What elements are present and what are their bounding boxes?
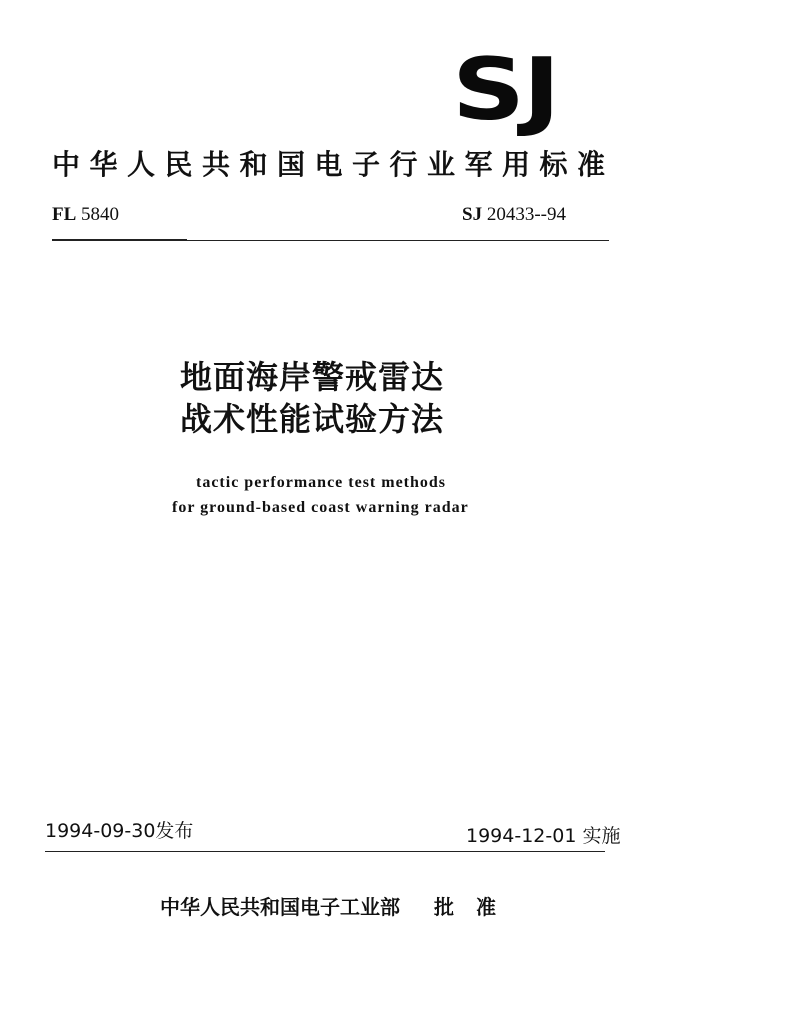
classification-number: 5840	[81, 204, 120, 225]
sj-logo: SJ	[452, 40, 559, 140]
effective-label: 实施	[582, 825, 621, 847]
approving-authority: 中华人民共和国电子工业部	[160, 895, 400, 919]
issue-date-value: 1994-09-30	[45, 820, 156, 842]
standard-prefix: SJ	[462, 204, 483, 225]
standard-title: 中华人民共和国电子行业军用标准	[52, 148, 615, 181]
footer-divider	[45, 851, 605, 852]
effective-date-value: 1994-12-01	[466, 825, 577, 847]
classification-prefix: FL	[52, 204, 77, 225]
english-title-line1: tactic performance test methods	[196, 474, 447, 491]
issue-label: 发布	[155, 820, 194, 842]
effective-date	[466, 823, 620, 849]
classification-code	[52, 203, 119, 227]
english-title-line2: for ground-based coast warning radar	[172, 499, 469, 516]
standard-code	[462, 203, 566, 227]
standard-number: 20433--94	[486, 204, 566, 225]
document-title-line1: 地面海岸警戒雷达	[180, 358, 445, 396]
issue-date	[45, 818, 193, 844]
document-title-line2: 战术性能试验方法	[180, 400, 445, 438]
approve-label: 批准	[434, 895, 518, 919]
header-divider-accent	[52, 239, 187, 241]
